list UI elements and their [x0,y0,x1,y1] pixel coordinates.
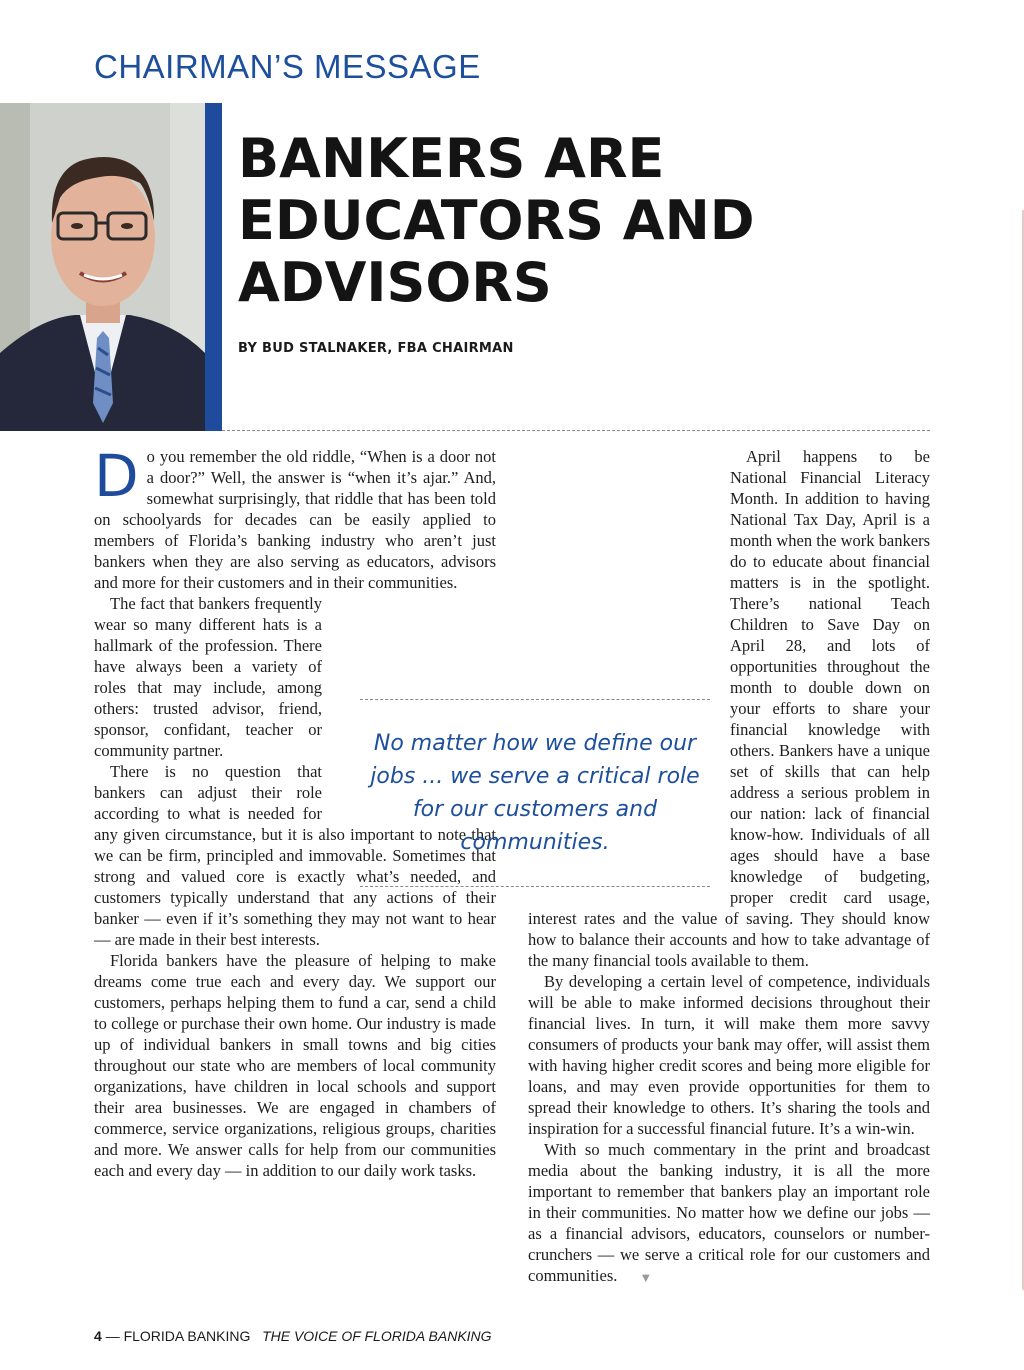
byline: BY BUD STALNAKER, FBA CHAIRMAN [238,341,514,356]
publication-tagline: THE VOICE OF FLORIDA BANKING [262,1328,492,1344]
paragraph: Do you remember the old riddle, “When is a door not a door?” Well, the answer is “when it’s ajar.” And, somewhat surprisingly, that riddle that has been told on schoolyards for decades can be easily applied to members of Florida’s banking industry who aren’t just bankers when they are also serving as educators, advisors and more for their customers and in their communities. [94,442,496,592]
drop-cap: D [94,442,139,510]
headline-line: EDUCATORS AND [238,189,755,252]
paragraph: The fact that bankers frequently wear so many different hats is a hallmark of the profession. There have always been a variety of roles that may include, among others: trusted advisor, friend, sponsor, confidant, teacher or community partner. [94,593,496,761]
headline-line: ADVISORS [238,251,552,314]
paragraph: With so much commentary in the print and broadcast media about the banking industry, it is all the more important to remember that bankers play an important role in their communities. No matter how we define our jobs — as a financial advisors, educators, counselors or number-crunchers — we serve a critical role for our customers and communities. ▼ [528,1140,930,1285]
pull-quote-text: No matter how we define our jobs ... we serve a critical role for our customers and communities. [370,731,700,855]
article-headline [238,128,755,314]
paragraph: Florida bankers have the pleasure of helping to make dreams come true each and every day. We support our customers, perhaps helping them to fund a car, send a child to college or purchase their own home. Our industry is made up of individual bankers in small towns and big cities throughout our state who are members of local community organizations, have children in local schools and support their area businesses. We are engaged in chambers of commerce, service organizations, religious groups, charities and more. We answer calls for help from our communities each and every day — in addition to our daily work tasks. [94,951,496,1180]
paragraph: By developing a certain level of competence, individuals will be able to make informed decisions throughout their financial lives. In turn, it will make them more savvy consumers of products your bank may offer, will assist them with having higher credit scores and being more eligible for loans, and may even provide opportunities for them to spread their knowledge to others. It’s sharing the tools and inspiration for a successful financial future. It’s a win-win. [528,972,930,1138]
page-footer [94,1328,492,1344]
author-photo [0,103,205,431]
divider [222,430,930,431]
end-mark-icon: ▼ [639,1270,653,1285]
page-number: 4 [94,1328,102,1344]
publication-name: FLORIDA BANKING [123,1328,251,1344]
pull-quote [360,699,710,887]
footer-separator: — [105,1328,120,1344]
section-label: CHAIRMAN’S MESSAGE [94,48,481,85]
photo-accent-bar [205,103,222,431]
paragraph: There is no question that bankers can adjust their role according to what is needed for any given circumstance, but it is also important to note that we can be firm, principled and immovable. Sometimes that strong and valued core is exactly what’s needed, and customers typically understand that any actions of their banker — even if it’s something they may not want to hear — are made in their best interests. [94,762,496,949]
headline-line: BANKERS ARE [238,127,665,190]
paragraph: April happens to be National Financial Literacy Month. In addition to having National Tax Day, April is a month when the work bankers do to educate about financial matters is in the spotlight. There’s national Teach Children to Save Day on April 28, and lots of opportunities throughout the month to double down on your efforts to share your financial knowledge with others. Bankers have a unique set of skills that can help address a serious problem in our nation: lack of financial know-how. Individuals of all ages should have a base knowledge of budgeting, proper credit card usage, interest rates and the value of saving. They should know how to balance their accounts and how to take advantage of the many financial tools available to them. [528,447,930,970]
